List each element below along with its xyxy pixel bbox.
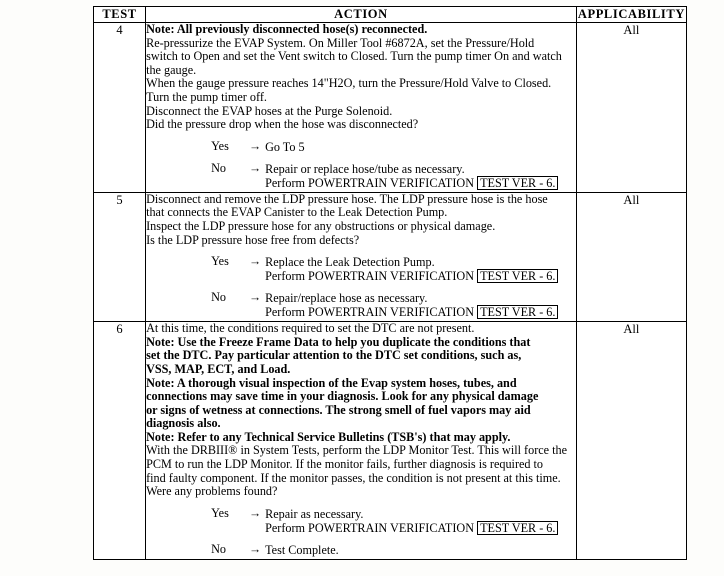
action-line: Note: Use the Freeze Frame Data to help you duplicate the conditions that bbox=[146, 334, 531, 349]
column-header-action: ACTION bbox=[146, 7, 577, 23]
action-line: Is the LDP pressure hose free from defects? bbox=[146, 232, 360, 247]
action-line: switch to Open and set the Vent switch to Closed. Turn the pump timer On and watch bbox=[146, 49, 562, 64]
action-line: VSS, MAP, ECT, and Load. bbox=[146, 361, 291, 376]
action-line: PCM to run the LDP Monitor. If the monitor fails, further diagnosis is required to bbox=[146, 457, 544, 472]
table-body bbox=[94, 23, 687, 560]
arrow-icon: → bbox=[248, 160, 262, 175]
answer-line bbox=[265, 507, 576, 521]
action-line: With the DRBIII® in System Tests, perform the LDP Monitor Test. This will force the bbox=[146, 443, 568, 458]
action-line: diagnosis also. bbox=[146, 416, 221, 431]
applicability-cell: All bbox=[576, 322, 686, 560]
answer-line-text: Repair as necessary. bbox=[265, 506, 364, 521]
answer-line-text: Test Complete. bbox=[265, 542, 339, 557]
answer-line bbox=[265, 255, 576, 269]
table-row bbox=[94, 23, 687, 193]
answer-row bbox=[146, 291, 576, 319]
test-number-cell: 6 bbox=[94, 322, 146, 560]
arrow-icon: → bbox=[248, 138, 262, 153]
action-line: Turn the pump timer off. bbox=[146, 89, 267, 104]
applicability-cell: All bbox=[576, 192, 686, 321]
action-line: connections may save time in your diagnosis. Look for any physical damage bbox=[146, 389, 539, 404]
diagnostic-procedure-table bbox=[93, 6, 687, 560]
answer-line bbox=[265, 269, 576, 283]
action-line: Note: Refer to any Technical Service Bulletins (TSB's) that may apply. bbox=[146, 429, 511, 444]
answer-line-text: Perform POWERTRAIN VERIFICATION bbox=[265, 520, 475, 535]
answer-line-text: Perform POWERTRAIN VERIFICATION bbox=[265, 269, 475, 284]
action-line: that connects the EVAP Canister to the Leak Detection Pump. bbox=[146, 205, 448, 220]
test-number-cell: 5 bbox=[94, 192, 146, 321]
verification-test-reference[interactable]: TEST VER - 6. bbox=[477, 269, 558, 283]
answer-label: Yes bbox=[211, 505, 229, 520]
column-header-applicability: APPLICABILITY bbox=[577, 7, 685, 21]
answer-line-text: Repair or replace hose/tube as necessary. bbox=[265, 161, 465, 176]
answer-line-text: Replace the Leak Detection Pump. bbox=[265, 255, 435, 270]
arrow-icon: → bbox=[248, 254, 262, 269]
applicability-cell: All bbox=[576, 23, 686, 193]
answer-line bbox=[265, 140, 576, 154]
answer-block bbox=[146, 507, 576, 557]
verification-test-reference[interactable]: TEST VER - 6. bbox=[477, 176, 558, 190]
answer-line bbox=[265, 543, 576, 557]
action-cell bbox=[146, 322, 577, 560]
answer-line-text: Perform POWERTRAIN VERIFICATION bbox=[265, 305, 475, 320]
action-line: set the DTC. Pay particular attention to the DTC set conditions, such as, bbox=[146, 348, 522, 363]
column-header-test: TEST bbox=[94, 7, 146, 23]
answer-label: No bbox=[211, 290, 226, 305]
answer-line bbox=[265, 291, 576, 305]
answer-line bbox=[265, 305, 576, 319]
answer-text bbox=[265, 162, 576, 190]
answer-text bbox=[265, 543, 576, 557]
action-line: At this time, the conditions required to set the DTC are not present. bbox=[146, 321, 475, 336]
answer-label: Yes bbox=[211, 254, 229, 269]
test-number-cell: 4 bbox=[94, 23, 146, 193]
answer-text bbox=[265, 255, 576, 283]
answer-text bbox=[265, 507, 576, 535]
action-line: When the gauge pressure reaches 14"H2O, turn the Pressure/Hold Valve to Closed. bbox=[146, 76, 552, 91]
verification-test-reference[interactable]: TEST VER - 6. bbox=[477, 521, 558, 535]
table-row bbox=[94, 322, 687, 560]
answer-row bbox=[146, 255, 576, 283]
answer-text bbox=[265, 140, 576, 154]
answer-line bbox=[265, 162, 576, 176]
arrow-icon: → bbox=[248, 541, 262, 556]
answer-row bbox=[146, 543, 576, 557]
action-line: or signs of wetness at connections. The strong smell of fuel vapors may aid bbox=[146, 402, 531, 417]
answer-line bbox=[265, 176, 576, 190]
answer-row bbox=[146, 140, 576, 154]
answer-line-text: Perform POWERTRAIN VERIFICATION bbox=[265, 175, 475, 190]
answer-row bbox=[146, 507, 576, 535]
answer-line-text: Go To 5 bbox=[265, 139, 305, 154]
answer-label: Yes bbox=[211, 138, 229, 153]
table-row bbox=[94, 192, 687, 321]
action-line: Inspect the LDP pressure hose for any obstructions or physical damage. bbox=[146, 218, 496, 233]
action-line: Disconnect the EVAP hoses at the Purge Solenoid. bbox=[146, 103, 393, 118]
action-line: Re-pressurize the EVAP System. On Miller Tool #6872A, set the Pressure/Hold bbox=[146, 35, 535, 50]
verification-test-reference[interactable]: TEST VER - 6. bbox=[477, 305, 558, 319]
action-line: Note: All previously disconnected hose(s) reconnected. bbox=[146, 22, 428, 36]
answer-block bbox=[146, 140, 576, 190]
action-line: find faulty component. If the monitor passes, the condition is not present at this time. bbox=[146, 470, 561, 485]
answer-block bbox=[146, 255, 576, 319]
answer-label: No bbox=[211, 160, 226, 175]
action-cell bbox=[146, 23, 577, 193]
arrow-icon: → bbox=[248, 290, 262, 305]
answer-line bbox=[265, 521, 576, 535]
table-header bbox=[94, 7, 687, 23]
action-cell bbox=[146, 192, 577, 321]
answer-text bbox=[265, 291, 576, 319]
action-line: the gauge. bbox=[146, 62, 197, 77]
answer-line-text: Repair/replace hose as necessary. bbox=[265, 291, 428, 306]
answer-row bbox=[146, 162, 576, 190]
action-line: Were any problems found? bbox=[146, 484, 278, 499]
action-line: Note: A thorough visual inspection of the Evap system hoses, tubes, and bbox=[146, 375, 517, 390]
action-line: Disconnect and remove the LDP pressure hose. The LDP pressure hose is the hose bbox=[146, 191, 548, 206]
action-line: Did the pressure drop when the hose was disconnected? bbox=[146, 117, 419, 132]
arrow-icon: → bbox=[248, 505, 262, 520]
answer-label: No bbox=[211, 541, 226, 556]
table-header-row bbox=[94, 7, 687, 23]
